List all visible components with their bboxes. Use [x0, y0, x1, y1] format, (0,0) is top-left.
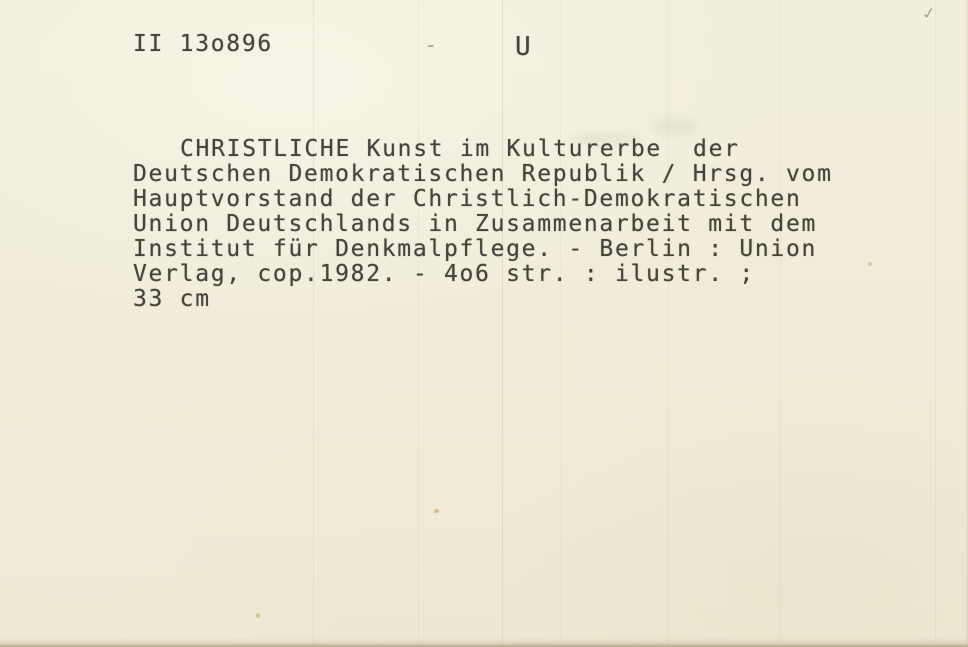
- entry-line: Deutschen Demokratischen Republik / Hrsg. vom: [133, 161, 833, 187]
- entry-line: Hauptvorstand der Christlich-Demokratischen: [133, 186, 802, 212]
- entry-line: CHRISTLICHE Kunst im Kulturerbe der: [180, 136, 740, 162]
- card-bottom-edge: [0, 638, 968, 647]
- pencil-checkmark: ✓: [920, 3, 938, 25]
- paper-crease: [502, 0, 503, 647]
- section-letter: U: [515, 32, 533, 62]
- bibliographic-entry: [133, 137, 873, 312]
- paper-crease: [935, 0, 936, 647]
- ink-smudge: [652, 118, 698, 134]
- entry-line: Institut für Denkmalpflege. - Berlin : Union: [133, 236, 818, 262]
- paper-stain: [256, 613, 260, 618]
- paper-crease: [560, 0, 561, 647]
- paper-crease: [668, 0, 669, 647]
- paper-crease: [313, 0, 314, 647]
- entry-line: 33 cm: [133, 286, 211, 312]
- pencil-dash-mark: -: [423, 32, 439, 59]
- paper-crease: [780, 0, 781, 647]
- entry-line: Union Deutschlands in Zusammenarbeit mit dem: [133, 211, 818, 237]
- entry-line: Verlag, cop.1982. - 4o6 str. : ilustr. ;: [133, 261, 755, 287]
- paper-stain: [434, 509, 439, 513]
- paper-crease: [418, 0, 419, 647]
- call-number: II 13o896: [133, 31, 273, 57]
